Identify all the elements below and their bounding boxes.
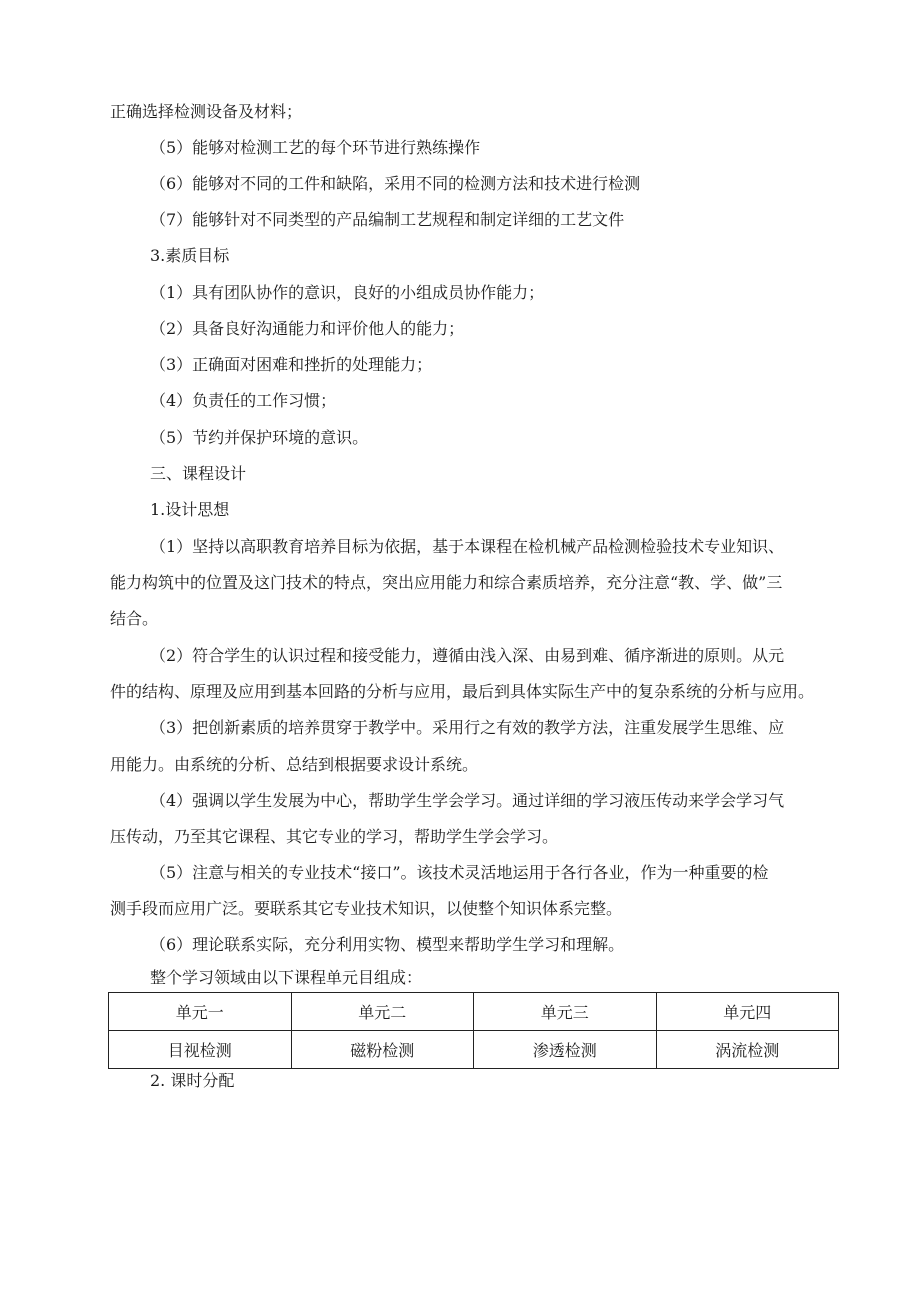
text-line: 正确选择检测设备及材料； <box>110 102 303 121</box>
section-heading: 1.设计思想 <box>150 500 230 519</box>
table-header-cell: 单元二 <box>291 993 474 1031</box>
text-line: 件的结构、原理及应用到基本回路的分析与应用，最后到具体实际生产中的复杂系统的分析与应用。 <box>110 682 815 701</box>
table-cell: 目视检测 <box>109 1031 292 1069</box>
table-header-cell: 单元四 <box>656 993 839 1031</box>
text-line: （5）能够对检测工艺的每个环节进行熟练操作 <box>150 138 481 157</box>
text-line: （4）强调以学生发展为中心，帮助学生学会学习。通过详细的学习液压传动来学会学习气 <box>150 791 785 810</box>
text-line: 压传动，乃至其它课程、其它专业的学习，帮助学生学会学习。 <box>110 827 559 846</box>
text-line: （6）理论联系实际，充分利用实物、模型来帮助学生学习和理解。 <box>150 935 625 954</box>
table-header-cell: 单元三 <box>474 993 657 1031</box>
chapter-heading: 三、课程设计 <box>150 464 247 483</box>
text-line: （4）负责任的工作习惯； <box>150 391 337 410</box>
table-cell: 磁粉检测 <box>291 1031 474 1069</box>
table-header-row <box>109 993 839 1031</box>
text-line: （2）具备良好沟通能力和评价他人的能力； <box>150 319 465 338</box>
text-line: （3）正确面对困难和挫折的处理能力； <box>150 355 433 374</box>
section-heading: 2. 课时分配 <box>150 1071 235 1090</box>
table-caption: 整个学习领域由以下课程单元目组成： <box>150 968 423 987</box>
text-line: （2）符合学生的认识过程和接受能力，遵循由浅入深、由易到难、循序渐进的原则。从元 <box>150 646 785 665</box>
text-line: 结合。 <box>110 609 159 628</box>
course-units-table <box>108 992 839 1069</box>
text-line: （5）节约并保护环境的意识。 <box>150 428 369 447</box>
section-heading: 3.素质目标 <box>150 246 230 265</box>
text-line: （6）能够对不同的工件和缺陷，采用不同的检测方法和技术进行检测 <box>150 174 641 193</box>
text-line: （7）能够针对不同类型的产品编制工艺规程和制定详细的工艺文件 <box>150 210 625 229</box>
table-row <box>109 1031 839 1069</box>
text-line: （3）把创新素质的培养贯穿于教学中。采用行之有效的教学方法，注重发展学生思维、应 <box>150 718 785 737</box>
text-line: 能力构筑中的位置及这门技术的特点，突出应用能力和综合素质培养，充分注意“教、学、做”三 <box>110 573 783 592</box>
table-header-cell: 单元一 <box>109 993 292 1031</box>
table-cell: 涡流检测 <box>656 1031 839 1069</box>
table-cell: 渗透检测 <box>474 1031 657 1069</box>
text-line: 测手段而应用广泛。要联系其它专业技术知识，以使整个知识体系完整。 <box>110 899 623 918</box>
text-line: （1）具有团队协作的意识，良好的小组成员协作能力； <box>150 283 545 302</box>
text-line: （1）坚持以高职教育培养目标为依据，基于本课程在检机械产品检测检验技术专业知识、 <box>150 537 785 556</box>
text-line: （5）注意与相关的专业技术“接口”。该技术灵活地运用于各行各业，作为一种重要的检 <box>150 863 769 882</box>
text-line: 用能力。由系统的分析、总结到根据要求设计系统。 <box>110 755 479 774</box>
